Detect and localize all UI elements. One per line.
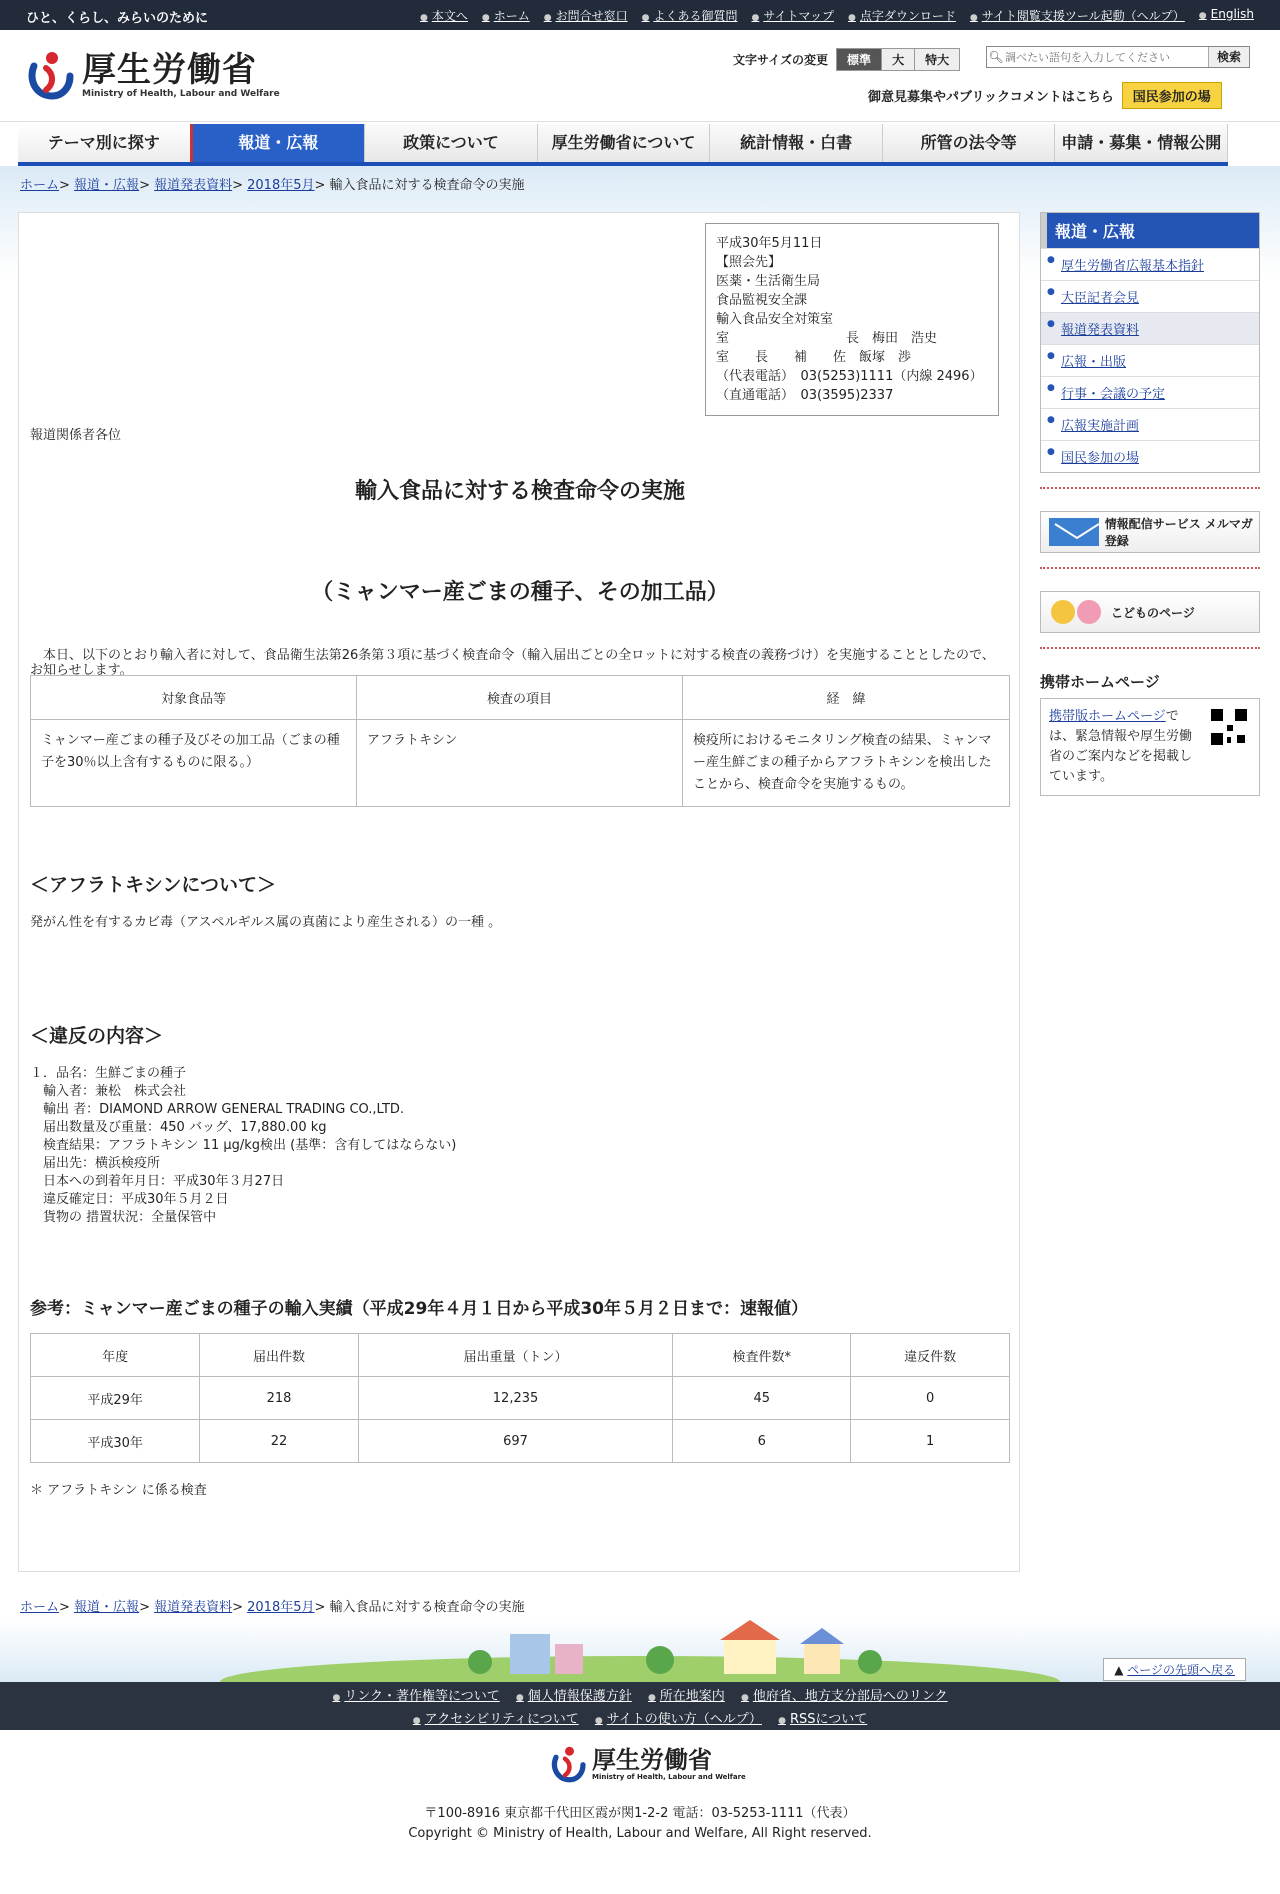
violation-line: 日本への到着年月日：平成30年３月27日 [30,1174,285,1189]
mobile-text: では、緊急情報や厚生労働省のご案内などを掲載しています。 [1049,709,1193,784]
footer-link-accessibility[interactable]: ● アクセシビリティについて [413,1712,579,1727]
sidebar-item-link[interactable]: 広報・出版 [1061,355,1127,370]
table-cell: 1 [851,1420,1010,1463]
footer-logo-title: 厚生労働省 [592,1745,712,1774]
table-cell: 697 [358,1420,672,1463]
breadcrumb-month[interactable]: 2018年5月 [247,1600,315,1615]
breadcrumb-press[interactable]: 報道・広報 [74,1600,140,1615]
font-size-xlarge-button[interactable]: 特大 [915,49,959,70]
order-table [30,675,1010,807]
breadcrumb-releases[interactable]: 報道発表資料 [154,178,233,193]
sidebar-item-link[interactable]: 報道発表資料 [1061,323,1140,338]
table-cell: 45 [673,1377,851,1420]
aflatoxin-text: 発がん性を有するカビ毒（アスペルギルス属の真菌により産生される）の一種 。 [30,915,502,930]
link-braille[interactable]: ● 点字ダウンロード [848,7,956,24]
search-box [986,46,1250,68]
search-button[interactable]: 検索 [1208,47,1249,67]
contact-line: （代表電話） 03(5253)1111（内線 2496） [716,369,983,384]
contact-line: 食品監視安全課 [716,293,808,308]
breadcrumb-press[interactable]: 報道・広報 [74,178,140,193]
link-sitemap[interactable]: ● サイトマップ [751,7,834,24]
town-illustration-icon [0,1620,1280,1682]
public-participation-button[interactable]: 国民参加の場 [1122,82,1222,109]
footer-logo-subtitle: Ministry of Health, Labour and Welfare [592,1773,746,1781]
breadcrumb-bottom: ホーム> 報道・広報> 報道発表資料> 2018年5月> 輸入食品に対する検査命令の実施 [20,1600,525,1615]
divider [1040,567,1260,577]
mobile-heading: 携帯ホームページ [1040,673,1160,691]
font-size-large-button[interactable]: 大 [882,49,915,70]
reference-heading: 参考：ミャンマー産ごまの種子の輸入実績（平成29年４月１日から平成30年５月２日まで：速報値） [30,1299,808,1319]
sidebar-item-link[interactable]: 大臣記者会見 [1061,291,1140,306]
violation-details [30,1065,456,1227]
table-cell: ミャンマー産ごまの種子及びその加工品（ごまの種子を30％以上含有するものに限る。） [31,720,357,807]
table-row [31,720,1010,807]
footer-logo[interactable] [550,1745,746,1783]
violation-line: 届出先：横浜検疫所 [30,1156,161,1171]
nav-press[interactable]: 報道・広報 [193,124,366,162]
site-logo[interactable] [26,50,280,100]
sidebar-item-link[interactable]: 行事・会議の予定 [1061,387,1166,402]
mailmag-banner[interactable] [1040,511,1260,553]
sidebar-item[interactable] [1041,376,1259,408]
contact-line: 室 長 梅田 浩史 [716,331,938,346]
breadcrumb-month[interactable]: 2018年5月 [247,178,315,193]
table-header: 対象食品等 [31,676,357,720]
nav-theme[interactable]: テーマ別に探す [18,124,193,162]
link-contact[interactable]: ● お問合せ窓口 [544,7,628,24]
sidebar-item[interactable] [1041,408,1259,440]
contact-line: （直通電話） 03(3595)2337 [716,388,894,403]
footer-link-copyright[interactable]: ● リンク・著作権等について [332,1689,499,1704]
mail-icon [1047,516,1099,548]
table-cell: 平成30年 [31,1420,200,1463]
sidebar-item[interactable] [1041,440,1259,472]
divider [1040,647,1260,657]
table-header: 届出件数 [200,1334,359,1377]
logo-title: 厚生労働省 [82,50,257,90]
sidebar-item[interactable] [1041,280,1259,312]
nav-applications[interactable]: 申請・募集・情報公開 [1055,124,1228,162]
violation-line: 輸入者：兼松 株式会社 [30,1084,187,1099]
search-input[interactable] [1005,48,1208,66]
violation-line: 検査結果：アフラトキシン 11 μg/kg検出 (基準：含有してはならない) [30,1138,457,1153]
page-top-button[interactable] [1103,1658,1246,1681]
footer-link-privacy[interactable]: ● 個人情報保護方針 [516,1689,632,1704]
mobile-box [1040,698,1260,796]
table-header: 経 緯 [683,676,1010,720]
breadcrumb-current: 輸入食品に対する検査命令の実施 [329,178,525,193]
nav-laws[interactable]: 所管の法令等 [883,124,1056,162]
footer-link-other-ministries[interactable]: ● 他府省、地方支分部局へのリンク [741,1689,948,1704]
footer-link-rss[interactable]: ● RSSについて [778,1712,867,1727]
search-icon: 🔍︎ [988,50,1004,64]
footer-address [0,1804,1280,1844]
breadcrumb-current: 輸入食品に対する検査命令の実施 [329,1600,525,1615]
global-nav [18,124,1228,166]
mobile-link[interactable]: 携帯版ホームページ [1049,709,1166,724]
table-header: 検査件数* [673,1334,851,1377]
violation-line: 届出数量及び重量：450 バッグ、17,880.00 kg [30,1120,327,1135]
nav-statistics[interactable]: 統計情報・白書 [710,124,883,162]
breadcrumb-releases[interactable]: 報道発表資料 [154,1600,233,1615]
sidebar-item-link[interactable]: 広報実施計画 [1061,419,1140,434]
table-header: 検査の項目 [357,676,683,720]
violation-line: １．品名：生鮮ごまの種子 [30,1066,187,1081]
table-cell: 218 [200,1377,359,1420]
top-links [420,7,1254,24]
mhlw-logo-icon [550,1745,586,1783]
top-bar [0,0,1280,30]
table-cell: アフラトキシン [357,720,683,807]
table-header: 違反件数 [851,1334,1010,1377]
press-recipients: 報道関係者各位 [30,428,122,443]
link-skip-to-content[interactable]: ● 本文へ [420,7,468,24]
table-cell: 検疫所におけるモニタリング検査の結果、ミャンマー産生鮮ごまの種子からアフラトキシンを検出したことから、検査命令を実施するもの。 [683,720,1010,807]
link-accessibility-tool[interactable]: ● サイト閲覧支援ツール起動（ヘルプ） [970,7,1185,24]
footer-illustration [0,1620,1280,1682]
font-size-standard-button[interactable]: 標準 [837,49,882,70]
contact-box [705,223,999,416]
public-participation [868,82,1222,109]
logo-subtitle: Ministry of Health, Labour and Welfare [82,89,280,99]
mhlw-logo-icon [26,50,74,100]
sidebar-item[interactable] [1041,248,1259,280]
aflatoxin-heading: ＜アフラトキシンについて＞ [30,874,276,896]
footer-link-help[interactable]: ● サイトの使い方（ヘルプ） [595,1712,762,1727]
sidebar [1040,212,1260,796]
contact-line: 室 長 補 佐 飯塚 渉 [716,350,912,365]
sidebar-item[interactable] [1041,344,1259,376]
page-subtitle: （ミャンマー産ごまの種子、その加工品） [311,580,729,605]
intro-text: 本日、以下のとおり輸入者に対して、食品衛生法第26条第３項に基づく検査命令（輸入届出ごとの全ロットに対する検査の義務づけ）を実施することとしたので、お知らせします。 [30,648,995,678]
import-record-table [30,1333,1010,1463]
sidebar-heading[interactable]: 報道・広報 [1041,213,1259,248]
violation-heading: ＜違反の内容＞ [30,1025,164,1047]
breadcrumb: ホーム> 報道・広報> 報道発表資料> 2018年5月> 輸入食品に対する検査命令の実施 [20,178,525,193]
violation-line: 輸出 者：DIAMOND ARROW GENERAL TRADING CO.,LTD. [30,1102,405,1117]
contact-line: 医薬・生活衛生局 [716,274,821,289]
footnote: ＊ アフラトキシン に係る検査 [30,1483,207,1498]
violation-line: 貨物の 措置状況：全量保管中 [30,1210,217,1225]
breadcrumb-home[interactable]: ホーム [20,1600,60,1615]
table-cell: 22 [200,1420,359,1463]
link-home[interactable]: ● ホーム [482,7,530,24]
copyright-text: Copyright © Ministry of Health, Labour and Welfare, All Right reserved. [408,1826,872,1841]
footer-link-location[interactable]: ● 所在地案内 [648,1689,725,1704]
breadcrumb-home[interactable]: ホーム [20,178,60,193]
nav-about[interactable]: 厚生労働省について [538,124,711,162]
public-comment-text: 御意見募集やパブリックコメントはこちら [868,90,1114,105]
link-faq[interactable]: ● よくある御質問 [642,7,738,24]
qr-code-icon [1209,707,1249,747]
violation-line: 違反確定日：平成30年５月２日 [30,1192,229,1207]
kids-icon [1047,596,1105,628]
nav-policy[interactable]: 政策について [365,124,538,162]
address-text: 〒100-8916 東京都千代田区霞が関1-2-2 電話：03-5253-1111（代表） [424,1806,856,1821]
arrow-up-icon: ▲ [1114,1663,1128,1677]
kids-banner[interactable] [1040,591,1260,633]
sidebar-item-link[interactable]: 国民参加の場 [1061,451,1140,466]
mailmag-label: 情報配信サービス メルマガ登録 [1104,517,1253,548]
font-size-switcher [733,48,960,71]
divider [1040,487,1260,497]
page-top-link[interactable]: ページの先頭へ戻る [1127,1663,1235,1677]
sidebar-item[interactable] [1041,312,1259,344]
sidebar-item-link[interactable]: 厚生労働省広報基本指針 [1061,259,1205,274]
font-size-label: 文字サイズの変更 [733,53,829,67]
table-cell: 6 [673,1420,851,1463]
contact-line: 輸入食品安全対策室 [716,312,834,327]
table-cell: 0 [851,1377,1010,1420]
table-cell: 12,235 [358,1377,672,1420]
sidebar-menu [1040,212,1260,473]
contact-line: 【照会先】 [716,255,782,270]
table-row [31,1420,1010,1463]
kids-label: こどものページ [1111,605,1195,620]
table-header: 年度 [31,1334,200,1377]
footer-links [0,1682,1280,1730]
page-title: 輸入食品に対する検査命令の実施 [354,479,685,504]
table-cell: 平成29年 [31,1377,200,1420]
site-header [0,30,1280,122]
table-header: 届出重量（トン） [358,1334,672,1377]
table-row [31,1377,1010,1420]
link-english[interactable]: ● English [1199,7,1254,24]
tagline: ひと、くらし、みらいのために [26,11,209,26]
contact-date: 平成30年5月11日 [716,236,823,251]
